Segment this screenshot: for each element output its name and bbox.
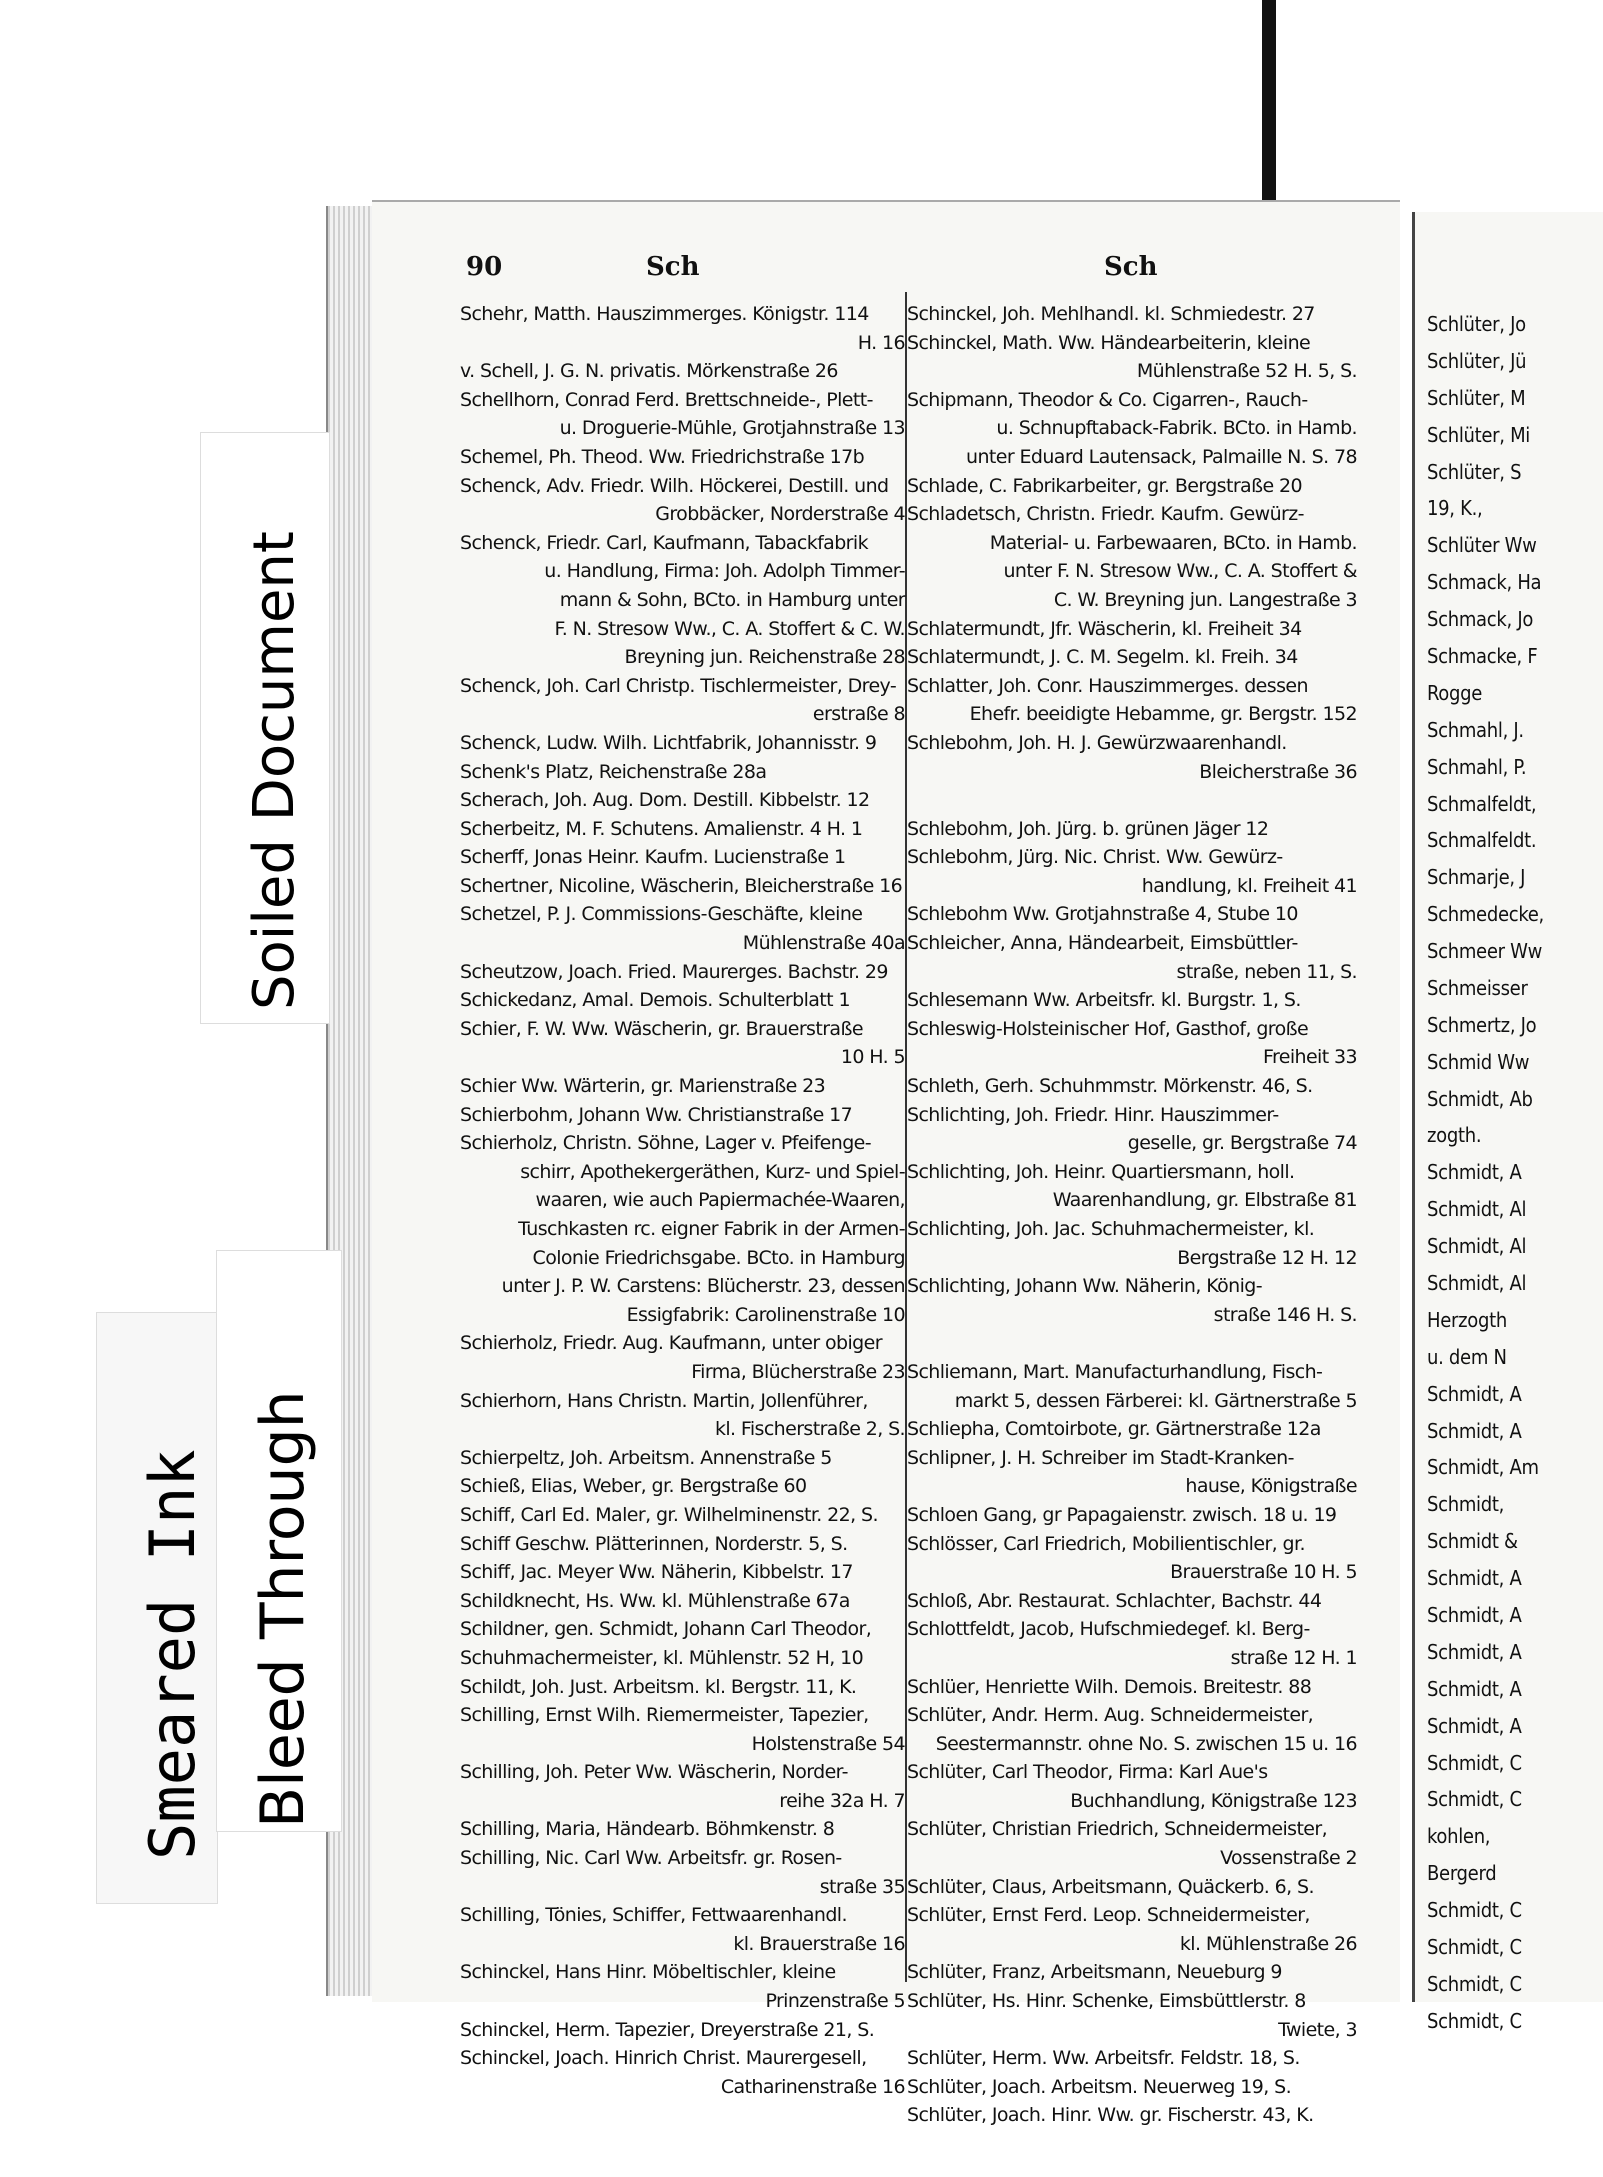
facing-page-line: Schmidt, A [1427, 1602, 1522, 1627]
directory-entry-line: Schenck, Joh. Carl Christp. Tischlermeister, Drey- [460, 674, 897, 697]
directory-entry-line: Schlüter, Christian Friedrich, Schneidermeister, [907, 1818, 1328, 1841]
directory-entry-line: Schinckel, Joh. Mehlhandl. kl. Schmiedestr. 27 [907, 303, 1315, 325]
facing-page-line: Herzogth [1427, 1307, 1507, 1332]
directory-entry-line: Essigfabrik: Carolinenstraße 10 [626, 1303, 905, 1326]
facing-page-line: Schlüter, S [1427, 459, 1522, 484]
smeared-ink-label: Smeared Ink [136, 1449, 209, 1860]
directory-entry-line: Schlüter, Hs. Hinr. Schenke, Eimsbüttlerstr. 8 [907, 1990, 1306, 2013]
directory-entry-line: hause, Königstraße [1185, 1475, 1357, 1498]
directory-entry-line: Bergstraße 12 H. 12 [1177, 1246, 1357, 1269]
facing-page-line: Schlüter, Jo [1427, 312, 1526, 336]
facing-page-line: Schmidt, A [1427, 1566, 1522, 1591]
facing-page-line: Schmacke, F [1427, 643, 1538, 668]
facing-page-line: Schmidt, Al [1427, 1271, 1527, 1295]
directory-entry-line: Schlipner, J. H. Schreiber im Stadt-Kranken- [907, 1446, 1294, 1469]
directory-entry-line: Schleicher, Anna, Händearbeit, Eimsbüttler- [907, 932, 1298, 955]
directory-entry-line: Tuschkasten rc. eigner Fabrik in der Armen- [518, 1218, 905, 1240]
facing-page-line: Schmeisser [1427, 975, 1528, 1000]
directory-entry-line: Schlüter, Ernst Ferd. Leop. Schneidermeister, [907, 1904, 1310, 1927]
directory-entry-line: Schilling, Nic. Carl Ww. Arbeitsfr. gr. Rosen- [460, 1847, 842, 1870]
facing-page-line: Schmertz, Jo [1427, 1012, 1537, 1037]
directory-entry-line: Schilling, Joh. Peter Ww. Wäscherin, Norder- [460, 1761, 848, 1784]
directory-entry-line: Schlade, C. Fabrikarbeiter, gr. Bergstraße 20 [907, 474, 1302, 497]
directory-entry-line: Schenck, Ludw. Wilh. Lichtfabrik, Johannisstr. 9 [460, 731, 877, 754]
directory-entry-line: Freiheit 33 [1263, 1046, 1357, 1069]
directory-entry-line: Schlüer, Henriette Wilh. Demois. Breitestr. 88 [907, 1675, 1312, 1698]
facing-page-line: Schmid Ww [1427, 1049, 1530, 1074]
directory-entry-line: Schinckel, Hans Hinr. Möbeltischler, kleine [460, 1961, 836, 1984]
directory-entry-line: Schlüter, Herm. Ww. Arbeitsfr. Feldstr. 18, S. [907, 2047, 1300, 2070]
running-head-left: Sch [646, 252, 700, 282]
directory-entry-line: C. W. Breyning jun. Langestraße 3 [1053, 588, 1357, 611]
directory-entry-line: u. Handlung, Firma: Joh. Adolph Timmer- [544, 560, 905, 583]
facing-page-line: Rogge [1427, 680, 1483, 705]
directory-entry-line: Schenk's Platz, Reichenstraße 28a [460, 760, 767, 783]
directory-entry-line: Schertner, Nicoline, Wäscherin, Bleicherstraße 16 [460, 874, 903, 897]
directory-entry-line: Schliepha, Comtoirbote, gr. Gärtnerstraße 12a [907, 1418, 1321, 1441]
page-number: 90 [466, 252, 503, 282]
directory-entry-line: unter Eduard Lautensack, Palmaille N. S. 78 [966, 445, 1357, 468]
facing-page-line: Schmidt, A [1427, 1676, 1522, 1701]
facing-page-line: Schmidt, C [1427, 1934, 1522, 1959]
soiled-document-label: Soiled Document [242, 531, 307, 1010]
directory-entry-line: Waarenhandlung, gr. Elbstraße 81 [1052, 1189, 1357, 1212]
directory-entry-line: kl. Fischerstraße 2, S. [714, 1418, 905, 1441]
directory-entry-line: Schlatter, Joh. Conr. Hauszimmerges. dessen [907, 674, 1308, 697]
facing-page-line: Schmalfeldt. [1427, 828, 1537, 853]
directory-entry-line: handlung, kl. Freiheit 41 [1141, 874, 1357, 897]
directory-entry-line: Scherbeitz, M. F. Schutens. Amalienstr. 4 H. 1 [460, 817, 863, 840]
directory-entry-line: Schildknecht, Hs. Ww. kl. Mühlenstraße 67a [460, 1589, 850, 1612]
directory-entry-line: Schuhmachermeister, kl. Mühlenstr. 52 H, 10 [460, 1646, 864, 1669]
directory-entry-line: straße 146 H. S. [1213, 1303, 1357, 1326]
facing-page-line: kohlen, [1427, 1824, 1491, 1849]
directory-entry-line: Schlatermundt, J. C. M. Segelm. kl. Freih. 34 [907, 646, 1298, 669]
directory-entry-line: Schildner, gen. Schmidt, Johann Carl Theodor, [460, 1618, 872, 1641]
facing-page-line: Schmidt, Al [1427, 1234, 1527, 1259]
directory-entry-line: Schlatermundt, Jfr. Wäscherin, kl. Freiheit 34 [907, 617, 1302, 640]
directory-entry-line: Schieß, Elias, Weber, gr. Bergstraße 60 [460, 1475, 807, 1498]
directory-entry-line: Schlebohm, Jürg. Nic. Christ. Ww. Gewürz- [907, 846, 1283, 869]
directory-entry-line: Material- u. Farbewaaren, BCto. in Hamb. [989, 531, 1357, 554]
facing-page-line: Schmidt, C [1427, 1750, 1522, 1775]
directory-entry-line: Schladetsch, Christn. Friedr. Kaufm. Gewürz- [907, 503, 1304, 526]
facing-page-line: Bergerd [1427, 1861, 1497, 1886]
directory-entry-line: Schier Ww. Wärterin, gr. Marienstraße 23 [460, 1075, 826, 1098]
directory-entry-line: Buchhandlung, Königstraße 123 [1070, 1789, 1357, 1812]
directory-entry-line: Schipmann, Theodor & Co. Cigarren-, Rauch- [907, 388, 1308, 411]
facing-page-line: Schlüter, M [1427, 385, 1526, 410]
directory-entry-line: Schleswig-Holsteinischer Hof, Gasthof, große [907, 1017, 1309, 1040]
directory-entry-line: Schierholz, Christn. Söhne, Lager v. Pfeifenge- [460, 1132, 872, 1155]
directory-entry-line: Schickedanz, Amal. Demois. Schulterblatt 1 [460, 989, 850, 1012]
directory-entry-line: Schlüter, Joach. Hinr. Ww. gr. Fischerstr. 43, K. [907, 2104, 1314, 2127]
directory-entry-line: Schlüter, Carl Theodor, Firma: Karl Aue's [907, 1761, 1268, 1784]
facing-page-line: Schmahl, J. [1427, 717, 1524, 742]
directory-entry-line [907, 1329, 1357, 1358]
directory-entry-line: Firma, Blücherstraße 23 [691, 1360, 905, 1383]
directory-entry-line: Seestermannstr. ohne No. S. zwischen 15 u. 16 [935, 1732, 1357, 1755]
directory-entry-line: Brauerstraße 10 H. 5 [1170, 1561, 1357, 1584]
directory-entry-line: Catharinenstraße 16 [720, 2075, 905, 2098]
directory-entry-line: Schlebohm, Joh. Jürg. b. grünen Jäger 12 [907, 817, 1269, 840]
directory-entry-line: Holstenstraße 54 [751, 1732, 905, 1755]
directory-entry-line: straße 35 [819, 1875, 905, 1898]
directory-entry-line: Prinzenstraße 5 [765, 1990, 905, 2013]
directory-entry-line: Schemel, Ph. Theod. Ww. Friedrichstraße 17b [460, 445, 865, 468]
directory-entry-line: Schilling, Ernst Wilh. Riemermeister, Tapezier, [460, 1704, 869, 1727]
directory-entry-line: Schlebohm Ww. Grotjahnstraße 4, Stube 10 [907, 903, 1298, 926]
directory-entry-line: Schilling, Maria, Händearb. Böhmkenstr. 8 [460, 1818, 835, 1841]
directory-entry-line: Schinckel, Joach. Hinrich Christ. Maurergesell, [460, 2047, 867, 2070]
directory-entry-line: Schlüter, Joach. Arbeitsm. Neuerweg 19, S. [907, 2075, 1292, 2098]
directory-entry-line: Grobbäcker, Norderstraße 4 [655, 503, 905, 526]
directory-entry-line: F. N. Stresow Ww., C. A. Stoffert & C. W. [554, 617, 905, 640]
directory-entry-line: Schiff Geschw. Plätterinnen, Norderstr. 5, S. [460, 1532, 848, 1555]
directory-entry-line: Schlesemann Ww. Arbeitsfr. kl. Burgstr. 1, S. [907, 989, 1301, 1012]
facing-page-line: Schmalfeldt, [1427, 791, 1537, 816]
directory-entry-line: Schiff, Jac. Meyer Ww. Näherin, Kibbelstr. 17 [460, 1561, 853, 1584]
directory-entry-line: 10 H. 5 [840, 1046, 905, 1069]
directory-entry-line: mann & Sohn, BCto. in Hamburg unter [559, 588, 905, 611]
facing-page-line: Schmidt, A [1427, 1381, 1522, 1406]
directory-entry-line: markt 5, dessen Färberei: kl. Gärtnerstraße 5 [954, 1389, 1357, 1412]
directory-entry-line: Schlüter, Claus, Arbeitsmann, Quäckerb. 6, S. [907, 1875, 1314, 1898]
directory-entry-line [907, 786, 1357, 815]
directory-entry-line: u. Droguerie-Mühle, Grotjahnstraße 13 [559, 417, 905, 440]
facing-page-line: Schmahl, P. [1427, 754, 1527, 779]
directory-entry-line: Schlösser, Carl Friedrich, Mobilientischler, gr. [907, 1532, 1305, 1555]
directory-entry-line: straße 12 H. 1 [1230, 1646, 1357, 1669]
directory-entry-line: unter F. N. Stresow Ww., C. A. Stoffert & [1003, 560, 1357, 583]
directory-entry-line: Colonie Friedrichsgabe. BCto. in Hamburg [532, 1246, 905, 1269]
facing-page-line: Schmidt, C [1427, 1787, 1522, 1812]
facing-page-line: Schmidt, C [1427, 1898, 1522, 1923]
directory-entry-line: Scherach, Joh. Aug. Dom. Destill. Kibbelstr. 12 [460, 789, 870, 812]
directory-entry-line: Schellhorn, Conrad Ferd. Brettschneide-, Plett- [460, 388, 873, 411]
directory-entry-line: Schilling, Tönies, Schiffer, Fettwaarenhandl. [460, 1904, 847, 1927]
directory-entry-line: waaren, wie auch Papiermachée-Waaren, [535, 1189, 905, 1212]
facing-page-line: Schmeer Ww [1427, 939, 1543, 964]
directory-entry-line: Scherff, Jonas Heinr. Kaufm. Lucienstraße 1 [460, 846, 846, 869]
facing-page-line: Schmack, Ha [1427, 570, 1542, 595]
directory-entry-line: Schlichting, Joh. Friedr. Hinr. Hauszimmer- [907, 1103, 1279, 1126]
directory-entry-line: Schierpeltz, Joh. Arbeitsm. Annenstraße 5 [460, 1446, 832, 1469]
directory-column-right [907, 300, 1357, 2130]
directory-entry-line: Schlebohm, Joh. H. J. Gewürzwaarenhandl. [907, 731, 1287, 754]
directory-entry-line: Twiete, 3 [1278, 2018, 1357, 2041]
running-head-right: Sch [1104, 252, 1158, 282]
directory-entry-line: schirr, Apothekergeräthen, Kurz- und Spiel- [520, 1160, 905, 1183]
bleed-through-label: Bleed Through [248, 1390, 318, 1828]
directory-entry-line: kl. Mühlenstraße 26 [1179, 1932, 1357, 1955]
directory-entry-line: Mühlenstraße 52 H. 5, S. [1136, 360, 1357, 383]
directory-entry-line: Schlottfeldt, Jacob, Hufschmiedegef. kl. Berg- [907, 1618, 1310, 1641]
directory-entry-line: H. 16 [857, 331, 905, 354]
directory-entry-line: geselle, gr. Bergstraße 74 [1127, 1132, 1357, 1155]
directory-entry-line: Ehefr. beeidigte Hebamme, gr. Bergstr. 152 [969, 703, 1357, 726]
facing-page-line: Schmidt, Am [1427, 1455, 1539, 1480]
directory-entry-line: Schiff, Carl Ed. Maler, gr. Wilhelminenstr. 22, S. [460, 1503, 878, 1526]
facing-page-line: Schmack, Jo [1427, 607, 1534, 632]
directory-entry-line: Schinckel, Herm. Tapezier, Dreyerstraße 21, S. [460, 2018, 875, 2041]
directory-entry-line: Schier, F. W. Ww. Wäscherin, gr. Brauerstraße [460, 1017, 863, 1040]
directory-entry-line: Vossenstraße 2 [1220, 1847, 1357, 1870]
directory-entry-line: Schetzel, P. J. Commissions-Geschäfte, kleine [460, 903, 863, 926]
facing-page-fragment [1412, 212, 1603, 2033]
directory-entry-line: Schloen Gang, gr Papagaienstr. zwisch. 18 u. 19 [907, 1503, 1337, 1526]
facing-page-line: Schmidt, C [1427, 2008, 1522, 2033]
directory-entry-line: Schierhorn, Hans Christn. Martin, Jollenführer, [460, 1389, 868, 1412]
directory-entry-line: Schlüter, Franz, Arbeitsmann, Neueburg 9 [907, 1961, 1282, 1984]
facing-page-line: Schmidt & [1427, 1529, 1518, 1554]
directory-entry-line: Schierbohm, Johann Ww. Christianstraße 17 [460, 1103, 853, 1126]
facing-page-line: u. dem N [1427, 1344, 1507, 1369]
facing-page-line: Schmidt, A [1427, 1418, 1522, 1443]
facing-page-line: zogth. [1427, 1123, 1482, 1148]
directory-entry-line: erstraße 8 [812, 703, 905, 726]
directory-entry-line: reihe 32a H. 7 [779, 1789, 905, 1812]
directory-entry-line: Breyning jun. Reichenstraße 28 [624, 646, 905, 669]
facing-page-line: Schlüter Ww [1427, 533, 1537, 558]
directory-entry-line: Scheutzow, Joach. Fried. Maurerges. Bachstr. 29 [460, 960, 888, 983]
facing-page-line: Schmidt, C [1427, 1971, 1522, 1996]
directory-entry-line: Schierholz, Friedr. Aug. Kaufmann, unter obiger [460, 1332, 882, 1355]
facing-page-line: Schmidt, A [1427, 1713, 1522, 1738]
directory-entry-line: v. Schell, J. G. N. privatis. Mörkenstraße 26 [460, 360, 838, 383]
directory-entry-line: Schehr, Matth. Hauszimmerges. Königstr. 114 [460, 303, 869, 325]
facing-page-line: Schmedecke, [1427, 902, 1544, 927]
directory-entry-line: Schenck, Adv. Friedr. Wilh. Höckerei, Destill. und [460, 474, 889, 497]
page-edge-shadow [1262, 0, 1276, 210]
directory-entry-line: Schlüter, Andr. Herm. Aug. Schneidermeister, [907, 1704, 1314, 1727]
facing-page-line: Schlüter, Mi [1427, 422, 1531, 447]
directory-entry-line: straße, neben 11, S. [1176, 960, 1357, 983]
facing-page-line: Schmidt, Ab [1427, 1086, 1533, 1111]
facing-page-line: Schmidt, Al [1427, 1197, 1527, 1222]
facing-page-line: 19, K., [1427, 496, 1483, 521]
facing-page-line: Schmidt, [1427, 1492, 1505, 1517]
facing-page-line: Schmarje, J [1427, 865, 1526, 890]
facing-page-line: Schmidt, A [1427, 1160, 1522, 1185]
directory-entry-line: unter J. P. W. Carstens: Blücherstr. 23, dessen [501, 1275, 905, 1298]
directory-entry-line: Schildt, Joh. Just. Arbeitsm. kl. Bergstr. 11, K. [460, 1675, 857, 1698]
directory-column-left [460, 300, 905, 2101]
directory-entry-line: Schloß, Abr. Restaurat. Schlachter, Bachstr. 44 [907, 1589, 1322, 1612]
directory-entry-line: Schlichting, Johann Ww. Näherin, König- [907, 1275, 1262, 1298]
directory-entry-line: Schlichting, Joh. Jac. Schuhmachermeister, kl. [907, 1218, 1315, 1240]
directory-entry-line: kl. Brauerstraße 16 [733, 1932, 905, 1955]
directory-entry-line: Schinckel, Math. Ww. Händearbeiterin, kleine [907, 331, 1311, 354]
facing-page-line: Schlüter, Jü [1427, 348, 1527, 373]
directory-entry-line: Schenck, Friedr. Carl, Kaufmann, Tabackfabrik [460, 531, 868, 554]
facing-page-line: Schmidt, A [1427, 1639, 1522, 1664]
directory-entry-line: u. Schnupftaback-Fabrik. BCto. in Hamb. [996, 417, 1357, 440]
directory-entry-line: Schlichting, Joh. Heinr. Quartiersmann, holl. [907, 1160, 1295, 1183]
directory-entry-line: Bleicherstraße 36 [1199, 760, 1357, 783]
directory-entry-line: Schliemann, Mart. Manufacturhandlung, Fisch- [907, 1360, 1323, 1383]
directory-entry-line: Mühlenstraße 40a [742, 932, 905, 955]
directory-entry-line: Schleth, Gerh. Schuhmmstr. Mörkenstr. 46, S. [907, 1075, 1313, 1098]
